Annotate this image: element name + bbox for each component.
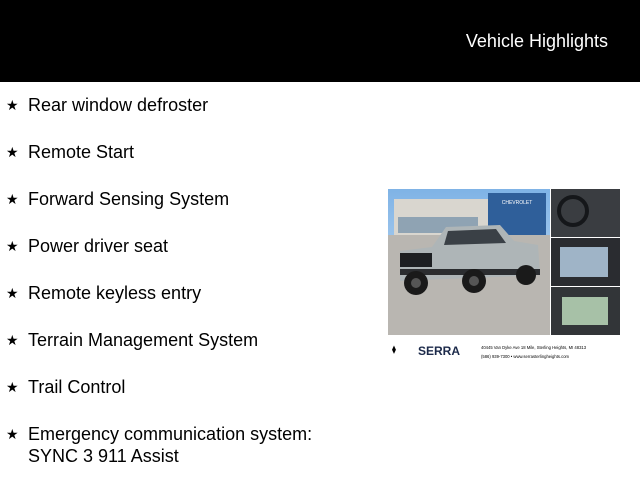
feature-item	[6, 94, 312, 116]
feature-text: Rear window defroster	[28, 95, 209, 115]
feature-text: Forward Sensing System	[28, 189, 230, 209]
header-bar	[0, 0, 640, 82]
feature-text: Emergency communication system:	[28, 424, 313, 444]
feature-item	[6, 141, 312, 163]
star-icon: ★	[6, 191, 19, 207]
feature-text-continued: SYNC 3 911 Assist	[28, 446, 179, 466]
dealer-name: SERRA	[418, 344, 461, 358]
page-title: Vehicle Highlights	[465, 31, 608, 51]
star-icon: ★	[6, 426, 19, 442]
dealership-sign: CHEVROLET	[501, 200, 533, 206]
vehicle-photo-graphic	[388, 189, 620, 364]
truck-hub-mid	[469, 276, 479, 286]
feature-item	[6, 235, 312, 257]
vehicle-photo	[388, 189, 620, 364]
dealer-address: 40445 Van Dyke Ave 18 Mile, Sterling Heights, MI 48313	[481, 345, 587, 350]
truck-wheel-rear	[516, 265, 536, 285]
truck-grille	[400, 253, 432, 267]
feature-text: Terrain Management System	[28, 330, 259, 350]
star-icon: ★	[6, 144, 19, 160]
feature-list	[6, 94, 312, 492]
feature-item	[6, 188, 312, 210]
feature-item	[6, 423, 312, 467]
truck-hub-front	[411, 278, 421, 288]
chevrolet-logo-icon: ⧫	[392, 345, 396, 354]
feature-item	[6, 376, 312, 398]
feature-text: Remote Start	[28, 142, 135, 162]
dealer-contact: (586) 939-7300 • www.serrasterlingheights.com	[481, 354, 570, 359]
star-icon: ★	[6, 285, 19, 301]
truck-windows	[444, 229, 506, 245]
feature-text: Remote keyless entry	[28, 283, 202, 303]
feature-text: Trail Control	[28, 377, 126, 397]
star-icon: ★	[6, 379, 19, 395]
feature-item	[6, 329, 312, 351]
star-icon: ★	[6, 97, 19, 113]
star-icon: ★	[6, 238, 19, 254]
navigation-screen	[562, 297, 608, 325]
infotainment-screen	[560, 247, 608, 277]
feature-text: Power driver seat	[28, 236, 169, 256]
feature-item	[6, 282, 312, 304]
star-icon: ★	[6, 332, 19, 348]
